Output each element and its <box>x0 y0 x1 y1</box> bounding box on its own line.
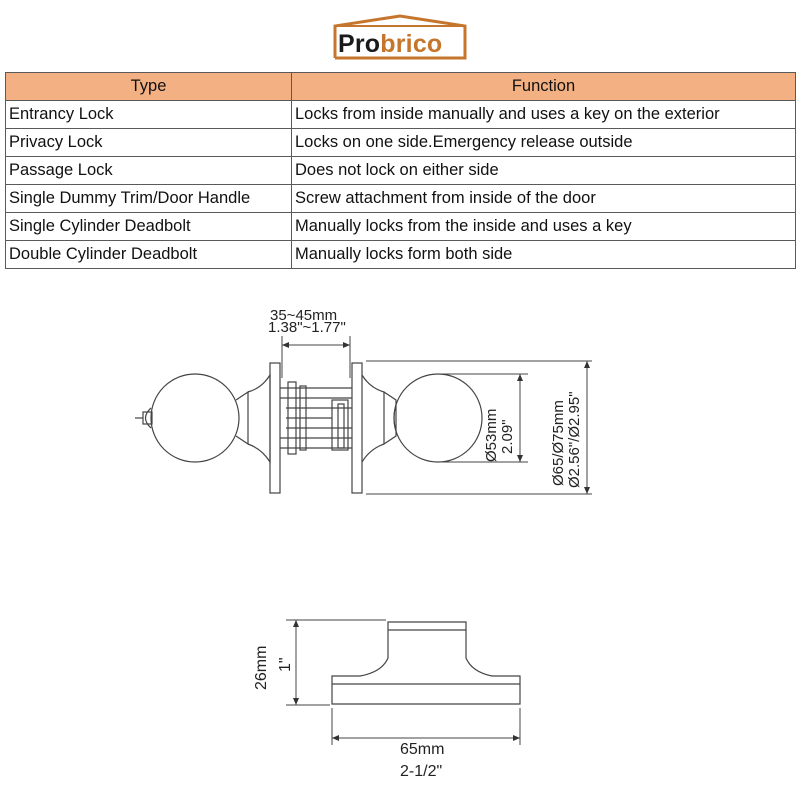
brand-name-part1: Pro <box>338 30 381 58</box>
header-function: Function <box>292 73 796 101</box>
cell-type: Double Cylinder Deadbolt <box>6 241 292 269</box>
cell-type: Privacy Lock <box>6 129 292 157</box>
rose-height-in-label: 1" <box>277 657 294 672</box>
rose-diameter-in-label: Ø2.56"/Ø2.95" <box>566 391 583 488</box>
rose-profile-view <box>332 622 520 704</box>
cell-function: Does not lock on either side <box>292 157 796 185</box>
knob-diameter-mm-label: Ø53mm <box>483 408 500 462</box>
rose-diameter-mm-label: Ø65/Ø75mm <box>550 400 567 486</box>
door-thickness-in-label: 1.38"~1.77" <box>268 319 346 336</box>
header-type: Type <box>6 73 292 101</box>
cell-type: Single Cylinder Deadbolt <box>6 213 292 241</box>
cell-type: Single Dummy Trim/Door Handle <box>6 185 292 213</box>
cell-function: Screw attachment from inside of the door <box>292 185 796 213</box>
rose-width-mm-label: 65mm <box>400 741 445 758</box>
cell-function: Manually locks from the inside and uses a key <box>292 213 796 241</box>
cell-function: Locks from inside manually and uses a key on the exterior <box>292 101 796 129</box>
cell-function: Manually locks form both side <box>292 241 796 269</box>
rose-height-mm-label: 26mm <box>253 645 270 690</box>
cell-function: Locks on one side.Emergency release outside <box>292 129 796 157</box>
cell-type: Passage Lock <box>6 157 292 185</box>
cell-type: Entrancy Lock <box>6 101 292 129</box>
door-thickness-mm-label: 35~45mm <box>270 307 338 324</box>
rose-width-in-label: 2-1/2" <box>400 763 443 780</box>
knob-side-view <box>135 363 482 493</box>
knob-diameter-in-label: 2.09" <box>499 419 516 454</box>
brand-name-part2: brico <box>380 30 443 58</box>
